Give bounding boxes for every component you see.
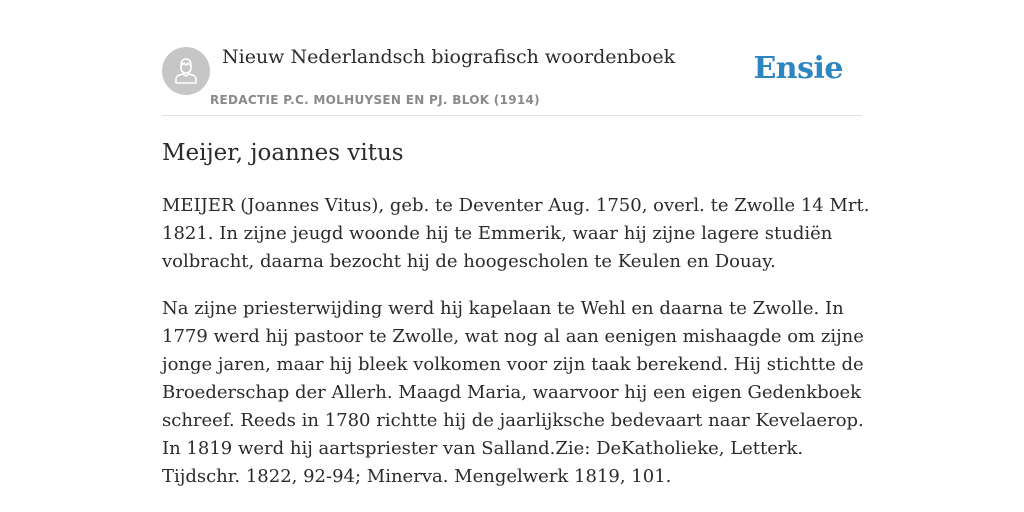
entry-title: Meijer, joannes vitus (162, 140, 404, 166)
header (162, 0, 862, 116)
entry-paragraph: Na zijne priesterwijding werd hij kapelaan te Wehl en daarna te Zwolle. In 1779 werd hij pastoor te Zwolle, wat nog al aan eenigen mishaagde om zijne jonge jaren, maar hij bleek volkomen voor zijn taak berekend. Hij stichtte de Broederschap der Allerh. Maagd Maria, waarvoor hij een eigen Gedenkboek schreef. Reeds in 1780 richtte hij de jaarlijksche bedevaart naar Kevelaerop. In 1819 werd hij aartspriester van Salland.Zie: DeKatholieke, Letterk. Tijdschr. 1822, 92-94; Minerva. Mengelwerk 1819, 101. (162, 298, 864, 487)
editors-subtitle: REDACTIE P.C. MOLHUYSEN EN PJ. BLOK (1914) (210, 93, 540, 107)
ensie-logo[interactable]: Ensie (753, 51, 843, 86)
page-container (162, 0, 870, 487)
avatar[interactable] (162, 47, 210, 95)
user-icon (173, 57, 199, 85)
entry-body (162, 192, 872, 510)
book-title[interactable]: Nieuw Nederlandsch biografisch woordenboek (222, 46, 676, 68)
entry-paragraph: MEIJER (Joannes Vitus), geb. te Deventer Aug. 1750, overl. te Zwolle 14 Mrt. 1821. In zijne jeugd woonde hij te Emmerik, waar hij zijne lagere studiën volbracht, daarna bezocht hij de hoogescholen te Keulen en Douay. (162, 195, 870, 272)
